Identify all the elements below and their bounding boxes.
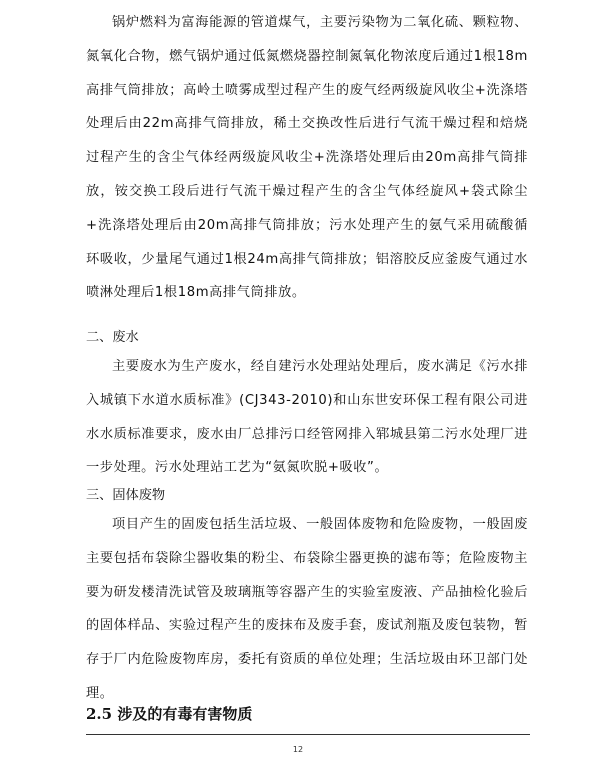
waste-gas-paragraph: 锅炉燃料为富海能源的管道煤气，主要污染物为二氧化硫、颗粒物、氮氧化合物，燃气锅炉通过低氮燃烧器控制氮氧化物浓度后通过1根18m高排气筒排放；高岭土喷雾成型过程产生的废气经两级旋风收尘+洗涤塔处理后由22m高排气筒排放，稀土交换改性后进行气流干燥过程和焙烧过程产生的含尘气体经两级旋风收尘+洗涤塔处理后由20m高排气筒排放，铵交换工段后进行气流干燥过程产生的含尘气体经旋风+袋式除尘+洗涤塔处理后由20m高排气筒排放；污水处理产生的氨气采用硫酸循环吸收，少量尾气通过1根24m高排气筒排放；铝溶胶反应釜废气通过水喷淋处理后1根18m高排气筒排放。 <box>86 15 528 301</box>
section-title: 2.5 涉及的有毒有害物质 <box>86 705 253 723</box>
solid-waste-heading: 三、固体废物 <box>86 488 166 503</box>
page-number: 12 <box>292 745 304 754</box>
solid-waste-paragraph: 项目产生的固废包括生活垃圾、一般固体废物和危险废物，一般固废主要包括布袋除尘器收集的粉尘、布袋除尘器更换的滤布等；危险废物主要为研发楼清洗试管及玻璃瓶等容器产生的实验室废液、产品抽检化验后的固体样品、实验过程产生的废抹布及废手套，废试剂瓶及废包装物，暂存于厂内危险废物库房，委托有资质的单位处理；生活垃圾由环卫部门处理。 <box>86 517 528 701</box>
footer-divider <box>86 734 530 735</box>
wastewater-heading: 二、废水 <box>86 330 139 345</box>
wastewater-paragraph: 主要废水为生产废水，经自建污水处理站处理后，废水满足《污水排入城镇下水道水质标准》(CJ343-2010)和山东世安环保工程有限公司进水水质标准要求，废水由厂总排污口经管网排入郓城县第二污水处理厂进一步处理。污水处理站工艺为“氨氮吹脱+吸收”。 <box>86 359 528 476</box>
